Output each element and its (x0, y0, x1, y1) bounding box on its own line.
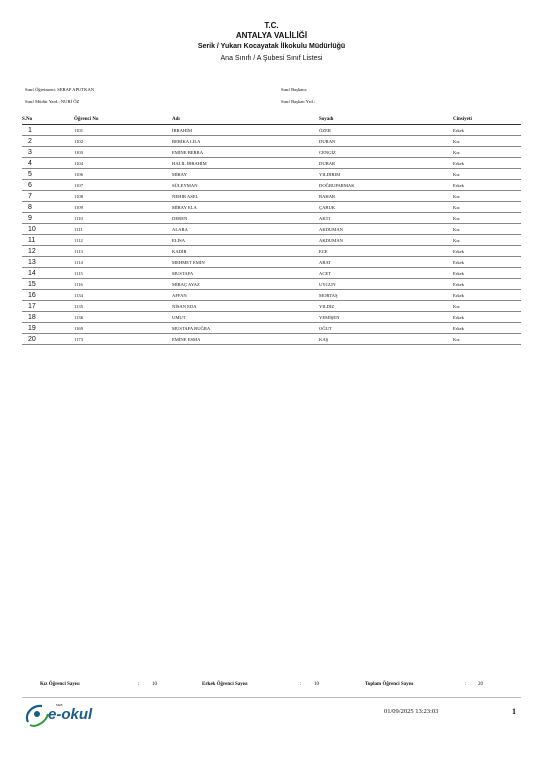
cell-sno: 6 (22, 180, 74, 191)
total-count-label: Toplam Öğrenci Sayısı (365, 682, 414, 687)
header-tc: T.C. (264, 21, 279, 30)
header-governorship: ANTALYA VALİLİĞİ (235, 31, 308, 40)
cell-name: MİRAY (172, 169, 319, 180)
col-header-gender: Cinsiyeti (453, 115, 521, 125)
cell-gender: Erkek (453, 279, 521, 290)
class-vice-president: Sınıf Başkan Yrd.: (281, 99, 316, 104)
table-row (22, 147, 521, 158)
cell-student-no: 1101 (74, 125, 172, 136)
cell-name: NİSAN EDA (172, 301, 319, 312)
cell-surname: ACET (319, 268, 453, 279)
cell-student-no: 1110 (74, 213, 172, 224)
cell-sno: 10 (22, 224, 74, 235)
girls-count-value: 10 (152, 682, 157, 687)
col-header-surname: Soyadı (319, 115, 453, 125)
table-row (22, 224, 521, 235)
cell-sno: 15 (22, 279, 74, 290)
cell-gender: Erkek (453, 268, 521, 279)
cell-student-no: 1109 (74, 202, 172, 213)
cell-student-no: 1106 (74, 169, 172, 180)
cell-student-no: 1107 (74, 180, 172, 191)
eokul-logo-meb: MEB (56, 703, 63, 707)
cell-name: EMİNE ESMA (172, 334, 319, 345)
cell-surname: YILDIZ (319, 301, 453, 312)
table-row (22, 191, 521, 202)
boys-count-value: 10 (314, 682, 319, 687)
cell-surname: UYGUN (319, 279, 453, 290)
cell-surname: YEMİŞEN (319, 312, 453, 323)
table-row (22, 246, 521, 257)
cell-name: HALİL İBRAHİM (172, 158, 319, 169)
cell-name: BERİKA LİLA (172, 136, 319, 147)
boys-count-label: Erkek Öğrenci Sayısı (202, 682, 248, 687)
cell-student-no: 1169 (74, 323, 172, 334)
cell-name: DEREN (172, 213, 319, 224)
cell-student-no: 1135 (74, 301, 172, 312)
cell-surname: AKDUMAN (319, 224, 453, 235)
cell-gender: Erkek (453, 246, 521, 257)
cell-gender: Kız (453, 224, 521, 235)
cell-sno: 4 (22, 158, 74, 169)
cell-sno: 5 (22, 169, 74, 180)
table-row (22, 235, 521, 246)
cell-gender: Kız (453, 136, 521, 147)
cell-sno: 14 (22, 268, 74, 279)
cell-sno: 16 (22, 290, 74, 301)
cell-name: EMİNE BERRA (172, 147, 319, 158)
table-header-row (22, 115, 521, 125)
cell-name: KADİR (172, 246, 319, 257)
cell-name: UMUT (172, 312, 319, 323)
cell-student-no: 1136 (74, 312, 172, 323)
cell-name: NEHİR ASEL (172, 191, 319, 202)
table-row (22, 268, 521, 279)
cell-sno: 7 (22, 191, 74, 202)
header-school: Serik / Yukarı Kocayatak İlkokulu Müdürlüğü (197, 43, 346, 50)
cell-gender: Kız (453, 191, 521, 202)
cell-name: İBRAHİM (172, 125, 319, 136)
cell-gender: Erkek (453, 312, 521, 323)
cell-surname: AKTI (319, 213, 453, 224)
eokul-logo-text: e-okul (48, 706, 93, 723)
cell-sno: 3 (22, 147, 74, 158)
cell-gender: Kız (453, 169, 521, 180)
cell-student-no: 1111 (74, 224, 172, 235)
table-row (22, 213, 521, 224)
table-row (22, 136, 521, 147)
cell-student-no: 1114 (74, 257, 172, 268)
cell-sno: 9 (22, 213, 74, 224)
cell-sno: 18 (22, 312, 74, 323)
footer-divider (22, 697, 521, 698)
cell-surname: DURAN (319, 136, 453, 147)
cell-surname: ECE (319, 246, 453, 257)
cell-name: MUSTAFA BUĞRA (172, 323, 319, 334)
table-row (22, 180, 521, 191)
cell-gender: Erkek (453, 323, 521, 334)
table-row (22, 301, 521, 312)
cell-gender: Kız (453, 147, 521, 158)
cell-student-no: 1112 (74, 235, 172, 246)
cell-student-no: 1103 (74, 147, 172, 158)
cell-name: SÜLEYMAN (172, 180, 319, 191)
cell-surname: DOĞRUPARMAK (319, 180, 453, 191)
student-table (22, 115, 521, 345)
cell-surname: YILDIRIM (319, 169, 453, 180)
cell-student-no: 1102 (74, 136, 172, 147)
table-row (22, 290, 521, 301)
cell-gender: Kız (453, 334, 521, 345)
table-row (22, 202, 521, 213)
cell-surname: MORTAŞ (319, 290, 453, 301)
cell-name: ALARA (172, 224, 319, 235)
print-datetime: 01/09/2025 13:23:03 (384, 708, 439, 715)
cell-student-no: 1173 (74, 334, 172, 345)
cell-sno: 19 (22, 323, 74, 334)
cell-sno: 8 (22, 202, 74, 213)
col-header-name: Adı (172, 115, 319, 125)
cell-gender: Kız (453, 213, 521, 224)
eokul-logo (22, 700, 102, 730)
cell-name: MEHMET EMİN (172, 257, 319, 268)
class-teacher: Sınıf Öğretmeni: SERAP APUTKAN (25, 87, 95, 92)
col-header-sno: S.No (22, 115, 74, 125)
cell-student-no: 1134 (74, 290, 172, 301)
table-row (22, 334, 521, 345)
cell-surname: OĞUT (319, 323, 453, 334)
cell-surname: DUBAR (319, 158, 453, 169)
cell-name: MİRAY ELA (172, 202, 319, 213)
girls-colon: : (138, 682, 140, 687)
cell-name: ELİSA (172, 235, 319, 246)
total-count-value: 20 (478, 682, 483, 687)
table-row (22, 257, 521, 268)
cell-surname: AKDUMAN (319, 235, 453, 246)
cell-gender: Erkek (453, 125, 521, 136)
cell-gender: Erkek (453, 158, 521, 169)
table-row (22, 323, 521, 334)
total-colon: : (465, 682, 467, 687)
cell-name: AFFAN (172, 290, 319, 301)
table-row (22, 169, 521, 180)
cell-surname: ARAT (319, 257, 453, 268)
class-president: Sınıf Başkanı: (281, 87, 308, 92)
col-header-student-no: Öğrenci No (74, 115, 172, 125)
cell-sno: 20 (22, 334, 74, 345)
cell-name: MUSTAFA (172, 268, 319, 279)
cell-sno: 11 (22, 235, 74, 246)
cell-sno: 13 (22, 257, 74, 268)
cell-gender: Kız (453, 202, 521, 213)
girls-count-label: Kız Öğrenci Sayısı (40, 682, 80, 687)
cell-gender: Kız (453, 235, 521, 246)
table-row (22, 158, 521, 169)
cell-gender: Kız (453, 301, 521, 312)
cell-surname: KAŞ (319, 334, 453, 345)
table-row (22, 312, 521, 323)
page-number: 1 (512, 707, 516, 716)
cell-gender: Erkek (453, 257, 521, 268)
cell-gender: Erkek (453, 180, 521, 191)
cell-gender: Erkek (453, 290, 521, 301)
table-row (22, 279, 521, 290)
cell-student-no: 1104 (74, 158, 172, 169)
header-list-title: Ana Sınıfı / A Şubesi Sınıf Listesi (220, 55, 323, 62)
cell-sno: 1 (22, 125, 74, 136)
cell-surname: ÖZER (319, 125, 453, 136)
cell-student-no: 1113 (74, 246, 172, 257)
cell-student-no: 1108 (74, 191, 172, 202)
cell-surname: BAHAR (319, 191, 453, 202)
cell-sno: 17 (22, 301, 74, 312)
cell-student-no: 1115 (74, 268, 172, 279)
cell-name: MİRAÇ AYAZ (172, 279, 319, 290)
table-row (22, 125, 521, 136)
cell-sno: 12 (22, 246, 74, 257)
vice-principal: Sınıf Müdür Yard.: NURİ ÖZ (25, 99, 80, 104)
cell-student-no: 1116 (74, 279, 172, 290)
boys-colon: : (300, 682, 302, 687)
cell-sno: 2 (22, 136, 74, 147)
cell-surname: CENGİZ (319, 147, 453, 158)
cell-surname: ÇABUK (319, 202, 453, 213)
